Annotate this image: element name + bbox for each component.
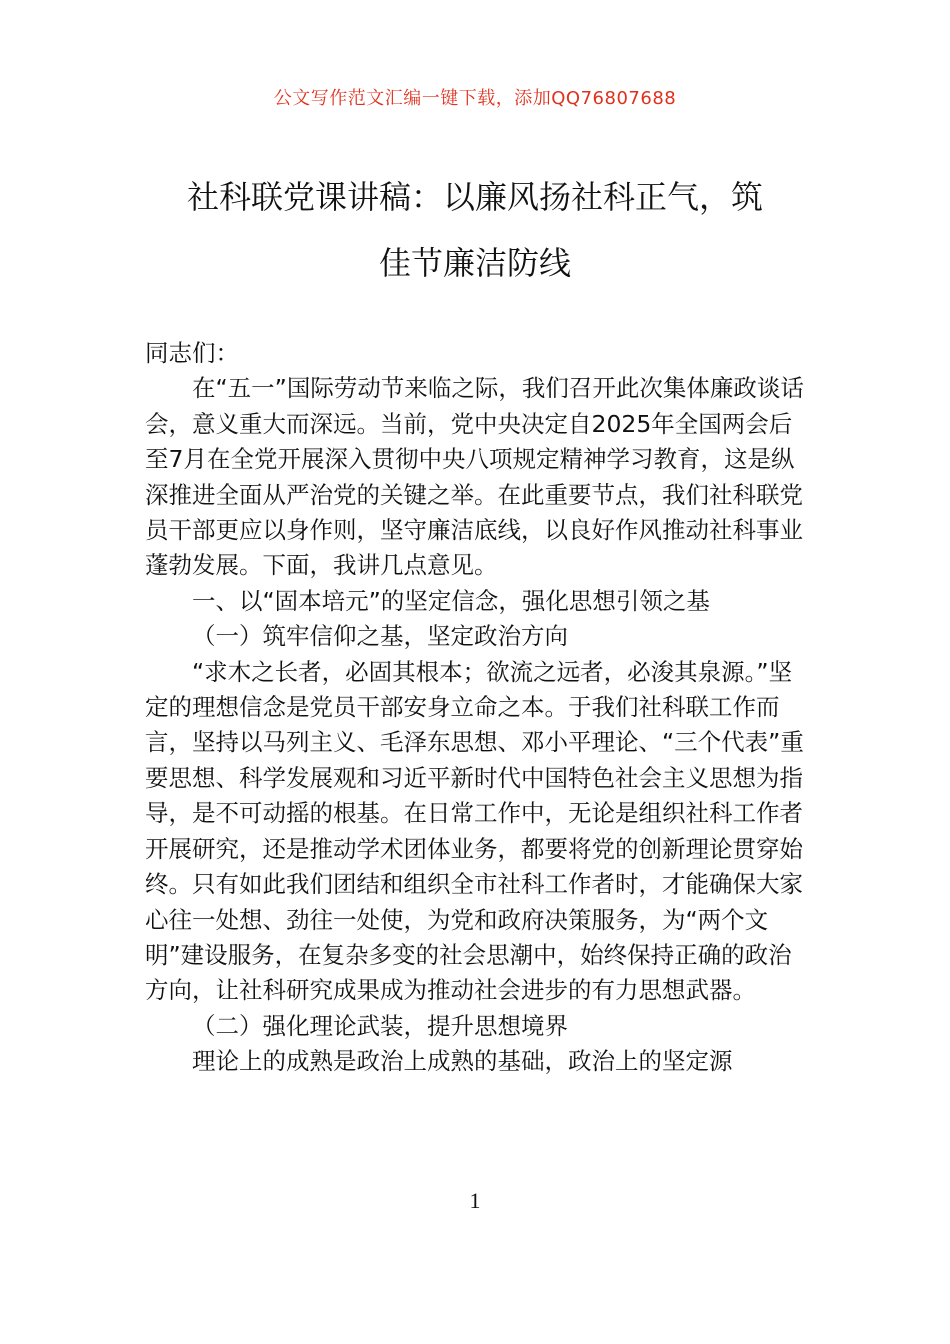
title-line-1: 社科联党课讲稿：以廉风扬社科正气，筑 — [186, 178, 763, 216]
document-title — [145, 164, 805, 296]
body-paragraph: 理论上的成熟是政治上成熟的基础，政治上的坚定源 — [192, 1047, 733, 1076]
page-number: 1 — [469, 1188, 481, 1213]
section-heading-1: 一、以“固本培元”的坚定信念，强化思想引领之基 — [192, 586, 710, 615]
title-line-2: 佳节廉洁防线 — [378, 244, 571, 282]
subsection-heading-2: （二）强化理论武装，提升思想境界 — [192, 1011, 568, 1040]
subsection-heading-1: （一）筑牢信仰之基，坚定政治方向 — [192, 622, 568, 651]
salutation: 同志们： — [145, 339, 239, 367]
document-body — [145, 336, 805, 1080]
intro-paragraph: 在“五一”国际劳动节来临之际，我们召开此次集体廉政谈话会，意义重大而深远。当前，党中央决定自2025年全国两会后至7月在全党开展深入贯彻中央八项规定精神学习教育，这是纵深推进全面从严治党的关键之举。在此重要节点，我们社科联党员干部更应以身作则，坚守廉洁底线，以良好作风推动社科事业蓬勃发展。下面，我讲几点意见。 — [145, 374, 804, 580]
body-paragraph: “求木之长者，必固其根本；欲流之远者，必浚其泉源。”坚定的理想信念是党员干部安身立命之本。于我们社科联工作而言，坚持以马列主义、毛泽东思想、邓小平理论、“三个代表”重要思想、科学发展观和习近平新时代中国特色社会主义思想为指导，是不可动摇的根基。在日常工作中，无论是组织社科工作者开展研究，还是推动学术团体业务，都要将党的创新理论贯穿始终。只有如此我们团结和组织全市社科工作者时，才能确保大家心往一处想、劲往一处使，为党和政府决策服务，为“两个文明”建设服务，在复杂多变的社会思潮中，始终保持正确的政治方向，让社科研究成果成为推动社会进步的有力思想武器。 — [145, 657, 804, 1005]
download-banner[interactable]: 公文写作范文汇编一键下载，添加QQ76807688 — [273, 88, 677, 109]
